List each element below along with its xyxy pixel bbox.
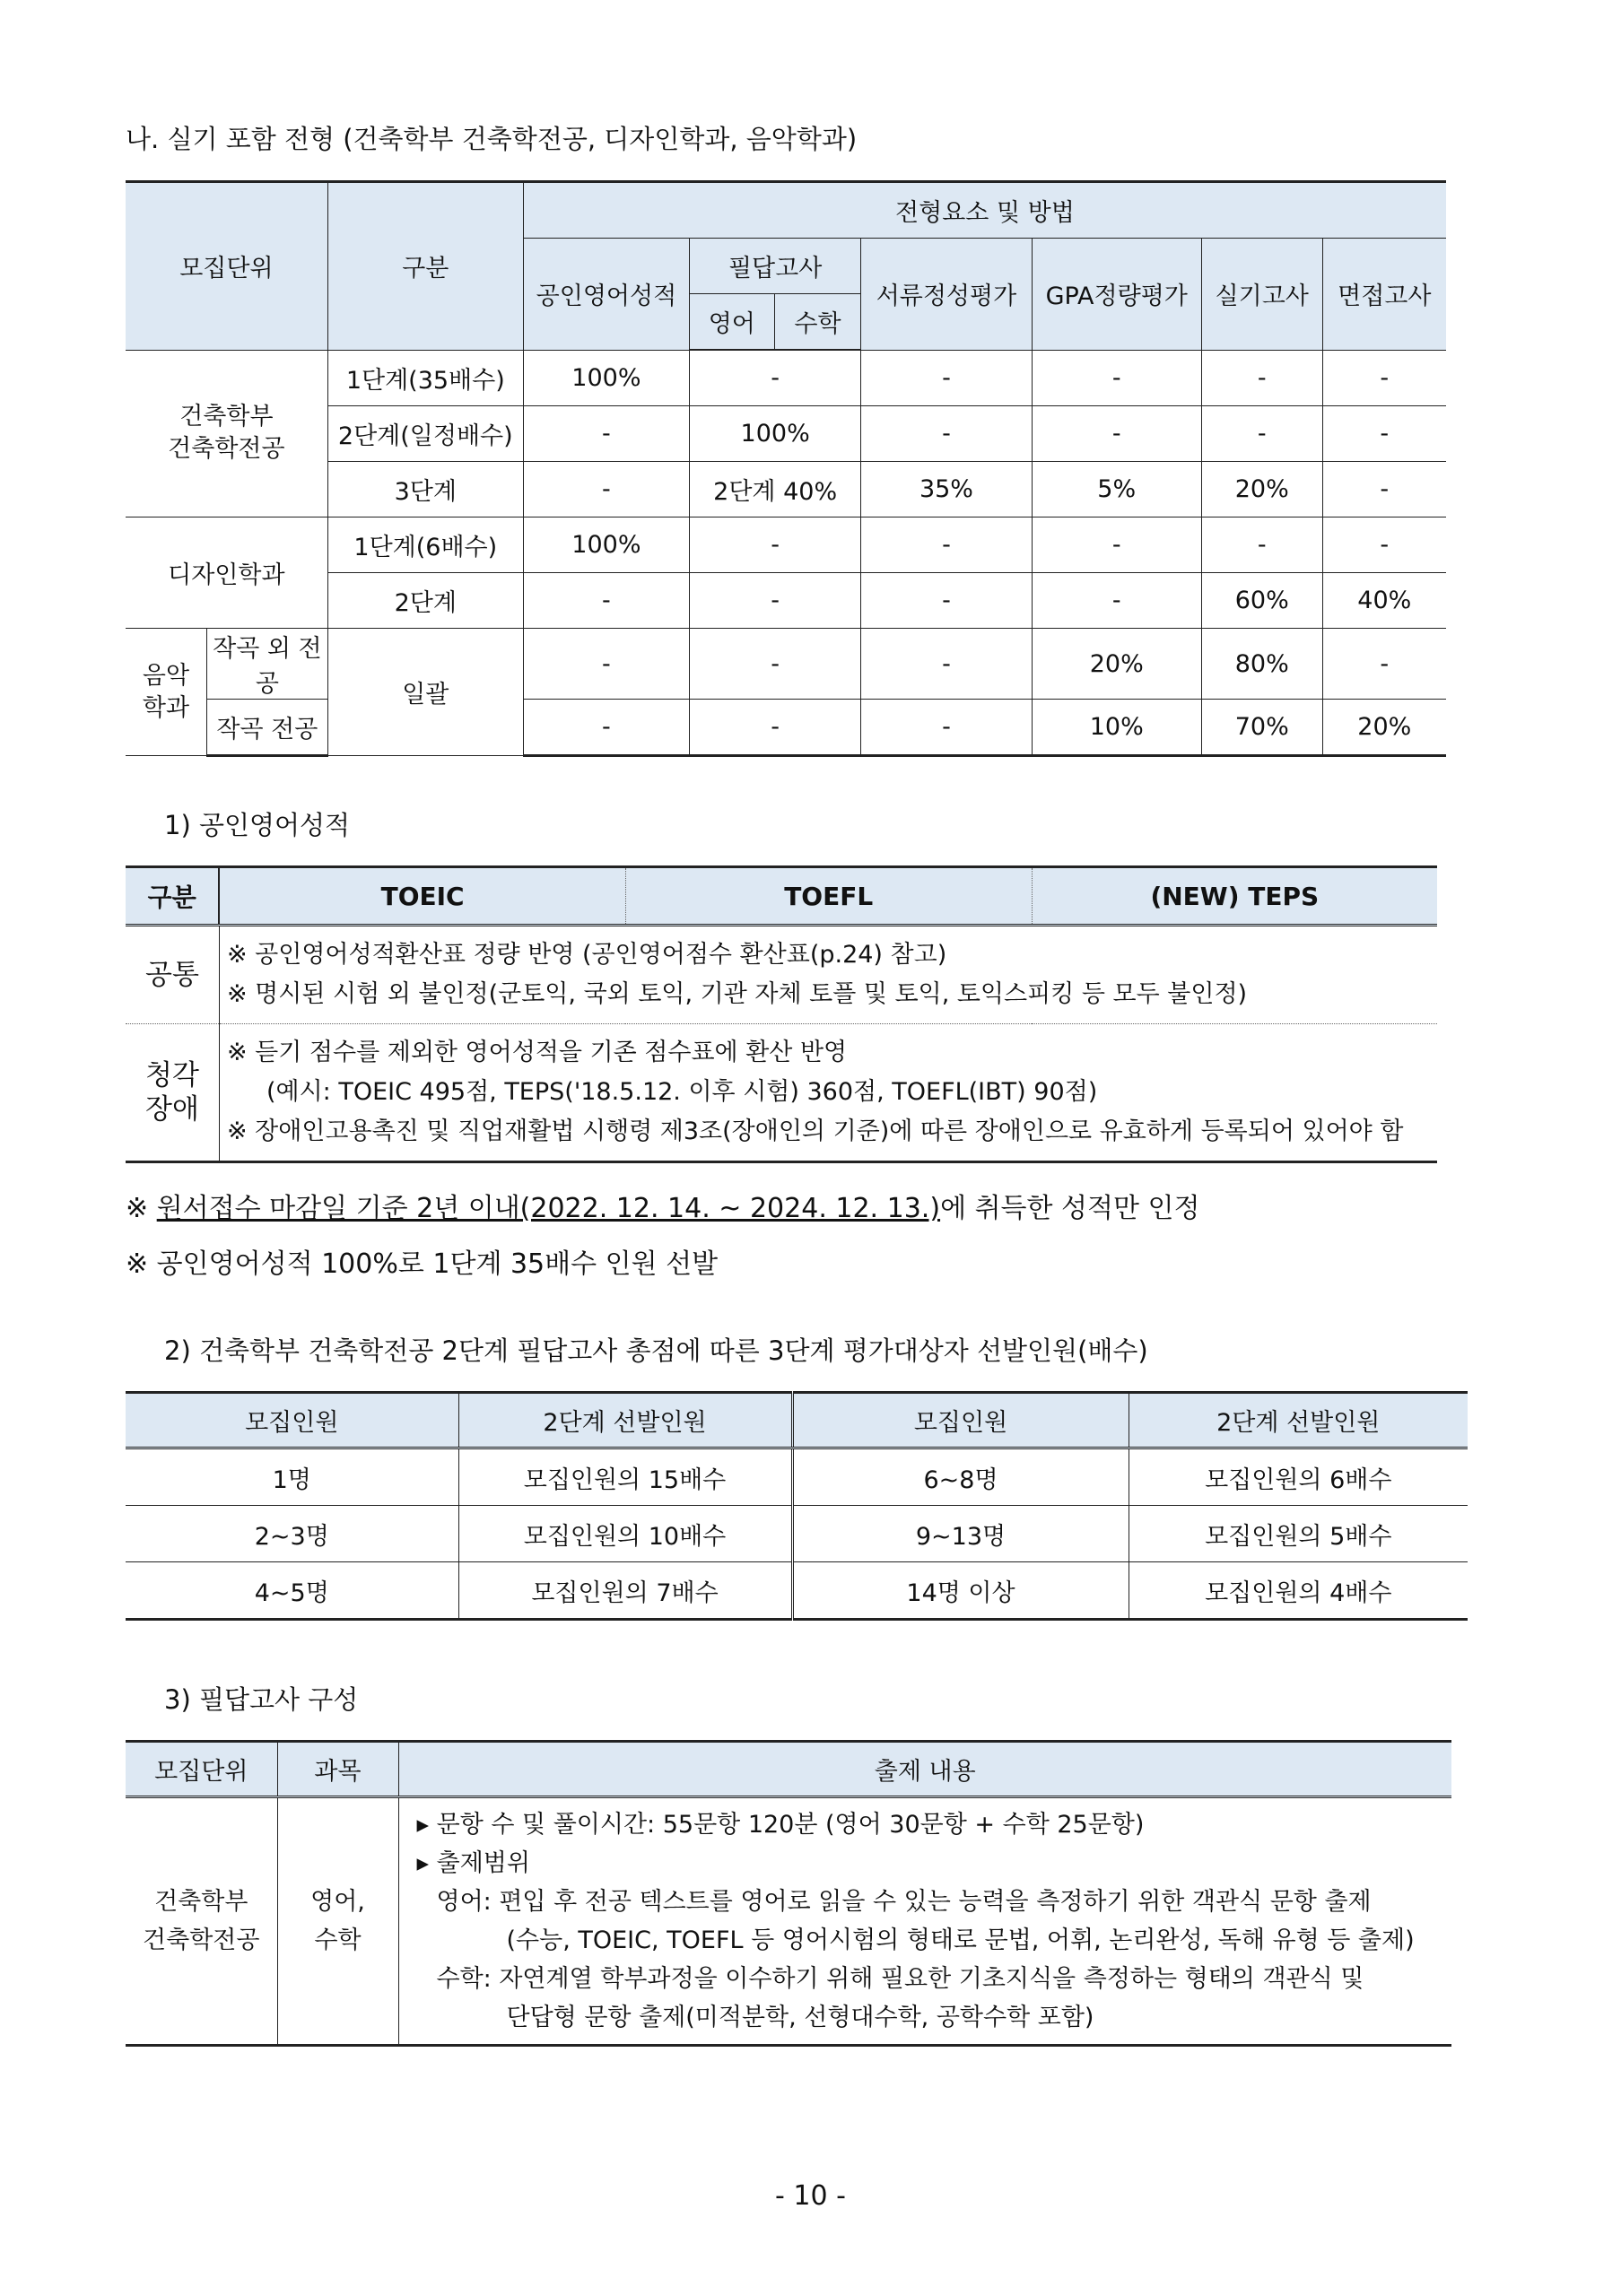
cell-gpa: 20% (1032, 629, 1201, 700)
header-method: 전형요소 및 방법 (523, 182, 1446, 239)
selection-method-table (126, 180, 1446, 757)
header-toeic: TOEIC (219, 867, 625, 926)
cell-gpa: - (1032, 350, 1201, 406)
cell-doc: - (861, 406, 1032, 462)
cell-select: 모집인원의 15배수 (458, 1448, 792, 1506)
unit-design: 디자인학과 (126, 517, 327, 629)
cell-interview: - (1322, 462, 1446, 517)
label-common: 공통 (126, 926, 219, 1024)
cell-written: - (689, 700, 860, 756)
header-count: 모집인원 (792, 1393, 1129, 1448)
cell-practical: 20% (1201, 462, 1322, 517)
header-written-math: 수학 (774, 294, 861, 351)
cell-practical: - (1201, 350, 1322, 406)
header-select: 2단계 선발인원 (1129, 1393, 1468, 1448)
subsection-written-title: 3) 필답고사 구성 (164, 1684, 359, 1715)
header-written-exam: 필답고사 (689, 239, 860, 294)
note-valid-period-underlined: 원서접수 마감일 기준 2년 이내(2022. 12. 14. ~ 2024. 12. 13.) (156, 1193, 941, 1224)
note-mark: ※ (126, 1193, 149, 1224)
cell-interview: 20% (1322, 700, 1446, 756)
header-content: 출제 내용 (398, 1742, 1451, 1797)
cell-eng: - (523, 462, 689, 517)
cell-interview: - (1322, 350, 1446, 406)
cell-count: 14명 이상 (792, 1562, 1129, 1620)
row-type: 1단계(35배수) (327, 350, 523, 406)
cell-written: 100% (689, 406, 860, 462)
header-document-eval: 서류정성평가 (861, 239, 1032, 351)
header-unit: 모집단위 (126, 1742, 277, 1797)
note-valid-period (126, 1186, 1200, 1225)
cell-doc: - (861, 350, 1032, 406)
cell-doc: - (861, 517, 1032, 573)
music-sub-non-composition: 작곡 외 전공 (207, 629, 328, 700)
cell-gpa: - (1032, 573, 1201, 629)
cell-interview: 40% (1322, 573, 1446, 629)
cell-interview: - (1322, 517, 1446, 573)
row-type: 2단계(일정배수) (327, 406, 523, 462)
common-note-1: ※ 공인영어성적환산표 정량 반영 (공인영어점수 환산표(p.24) 참고) (226, 941, 947, 969)
cell-practical: - (1201, 517, 1322, 573)
cell-interview: - (1322, 629, 1446, 700)
cell-doc: - (861, 700, 1032, 756)
common-notes (219, 926, 1437, 1024)
subjects (277, 1797, 398, 2046)
row-type: 2단계 (327, 573, 523, 629)
note-first-stage: ※ 공인영어성적 100%로 1단계 35배수 인원 선발 (126, 1248, 719, 1280)
hearing-note-2: ※ 장애인고용촉진 및 직업재활법 시행령 제3조(장애인의 기준)에 따른 장애인으로 유효하게 등록되어 있어야 함 (226, 1118, 1404, 1145)
header-interview: 면접고사 (1322, 239, 1446, 351)
cell-eng: - (523, 629, 689, 700)
cell-count: 9~13명 (792, 1506, 1129, 1562)
header-toefl: TOEFL (625, 867, 1032, 926)
header-subject: 과목 (277, 1742, 398, 1797)
header-practical-exam: 실기고사 (1201, 239, 1322, 351)
music-type: 일괄 (327, 629, 523, 756)
cell-practical: - (1201, 406, 1322, 462)
cell-written: - (689, 350, 860, 406)
header-written-english: 영어 (689, 294, 774, 351)
header-select: 2단계 선발인원 (458, 1393, 792, 1448)
cell-practical: 70% (1201, 700, 1322, 756)
cell-practical: 60% (1201, 573, 1322, 629)
cell-select: 모집인원의 10배수 (458, 1506, 792, 1562)
common-note-2: ※ 명시된 시험 외 불인정(군토익, 국외 토익, 기관 자체 토플 및 토익, 토익스피킹 등 모두 불인정) (226, 980, 1248, 1008)
cell-gpa: - (1032, 517, 1201, 573)
cell-written: - (689, 517, 860, 573)
row-type: 3단계 (327, 462, 523, 517)
cell-eng: - (523, 406, 689, 462)
cell-written: - (689, 629, 860, 700)
selection-count-table (126, 1391, 1468, 1621)
cell-doc: 35% (861, 462, 1032, 517)
unit-music-line2: 학과 (142, 693, 190, 722)
header-count: 모집인원 (126, 1393, 458, 1448)
unit-music-line1: 음악 (142, 661, 190, 690)
unit-music (126, 629, 207, 756)
cell-eng: - (523, 573, 689, 629)
hearing-note-example: (예시: TOEIC 495점, TEPS('18.5.12. 이후 시험) 360점, TOEFL(IBT) 90점) (266, 1078, 1098, 1106)
cell-select: 모집인원의 6배수 (1129, 1448, 1468, 1506)
content-line: 수학: 자연계열 학부과정을 이수하기 위해 필요한 기초지식을 측정하는 형태의 객관식 및 (436, 1965, 1364, 1993)
header-type: 구분 (126, 867, 219, 926)
header-english-score: 공인영어성적 (523, 239, 689, 351)
cell-gpa: 5% (1032, 462, 1201, 517)
content-line: 영어: 편입 후 전공 텍스트를 영어로 읽을 수 있는 능력을 측정하기 위한 객관식 문항 출제 (436, 1888, 1372, 1916)
unit-architecture-line1: 건축학부 (179, 403, 274, 431)
header-teps: (NEW) TEPS (1032, 867, 1437, 926)
cell-select: 모집인원의 4배수 (1129, 1562, 1468, 1620)
cell-practical: 80% (1201, 629, 1322, 700)
section-title: 나. 실기 포함 전형 (건축학부 건축학전공, 디자인학과, 음악학과) (126, 124, 858, 154)
cell-eng: 100% (523, 517, 689, 573)
header-type: 구분 (327, 182, 523, 351)
subsection-selection-title: 2) 건축학부 건축학전공 2단계 필답고사 총점에 따른 3단계 평가대상자 선발인원(배수) (164, 1335, 1148, 1366)
written-exam-table (126, 1740, 1451, 2047)
english-score-table (126, 865, 1437, 1163)
subsection-english-title: 1) 공인영어성적 (164, 810, 351, 840)
cell-count: 1명 (126, 1448, 458, 1506)
cell-select: 모집인원의 5배수 (1129, 1506, 1468, 1562)
cell-doc: - (861, 573, 1032, 629)
hearing-note-1: ※ 듣기 점수를 제외한 영어성적을 기존 점수표에 환산 반영 (226, 1039, 848, 1066)
label-hearing-line1: 청각 (145, 1059, 199, 1091)
cell-gpa: - (1032, 406, 1201, 462)
content-line: ▸ 문항 수 및 풀이시간: 55문항 120분 (영어 30문항 + 수학 25문항) (416, 1811, 1145, 1839)
unit-architecture (126, 1797, 277, 2046)
header-unit: 모집단위 (126, 182, 327, 351)
cell-doc: - (861, 629, 1032, 700)
content-line: ▸ 출제범위 (416, 1849, 530, 1877)
note-valid-period-rest: 에 취득한 성적만 인정 (940, 1193, 1200, 1224)
unit-architecture-line2: 건축학전공 (168, 435, 285, 464)
cell-count: 6~8명 (792, 1448, 1129, 1506)
exam-content (398, 1797, 1451, 2046)
cell-select: 모집인원의 7배수 (458, 1562, 792, 1620)
unit-line1: 건축학부 (154, 1888, 248, 1916)
cell-gpa: 10% (1032, 700, 1201, 756)
cell-count: 2~3명 (126, 1506, 458, 1562)
header-gpa-eval: GPA정량평가 (1032, 239, 1201, 351)
unit-architecture (126, 350, 327, 517)
content-line: (수능, TOEIC, TOEFL 등 영어시험의 형태로 문법, 어휘, 논리완성, 독해 유형 등 출제) (506, 1926, 1415, 1954)
subject-line2: 수학 (314, 1926, 362, 1954)
cell-interview: - (1322, 406, 1446, 462)
label-hearing-line2: 장애 (145, 1093, 199, 1126)
music-sub-composition: 작곡 전공 (207, 700, 328, 756)
cell-eng: - (523, 700, 689, 756)
label-hearing-impaired (126, 1024, 219, 1162)
cell-written: - (689, 573, 860, 629)
hearing-notes (219, 1024, 1437, 1162)
unit-line2: 건축학전공 (143, 1926, 260, 1954)
cell-eng: 100% (523, 350, 689, 406)
row-type: 1단계(6배수) (327, 517, 523, 573)
cell-count: 4~5명 (126, 1562, 458, 1620)
page-number: - 10 - (775, 2180, 846, 2212)
subject-line1: 영어, (310, 1888, 365, 1916)
cell-written: 2단계 40% (689, 462, 860, 517)
content-line: 단답형 문항 출제(미적분학, 선형대수학, 공학수학 포함) (506, 2004, 1094, 2031)
